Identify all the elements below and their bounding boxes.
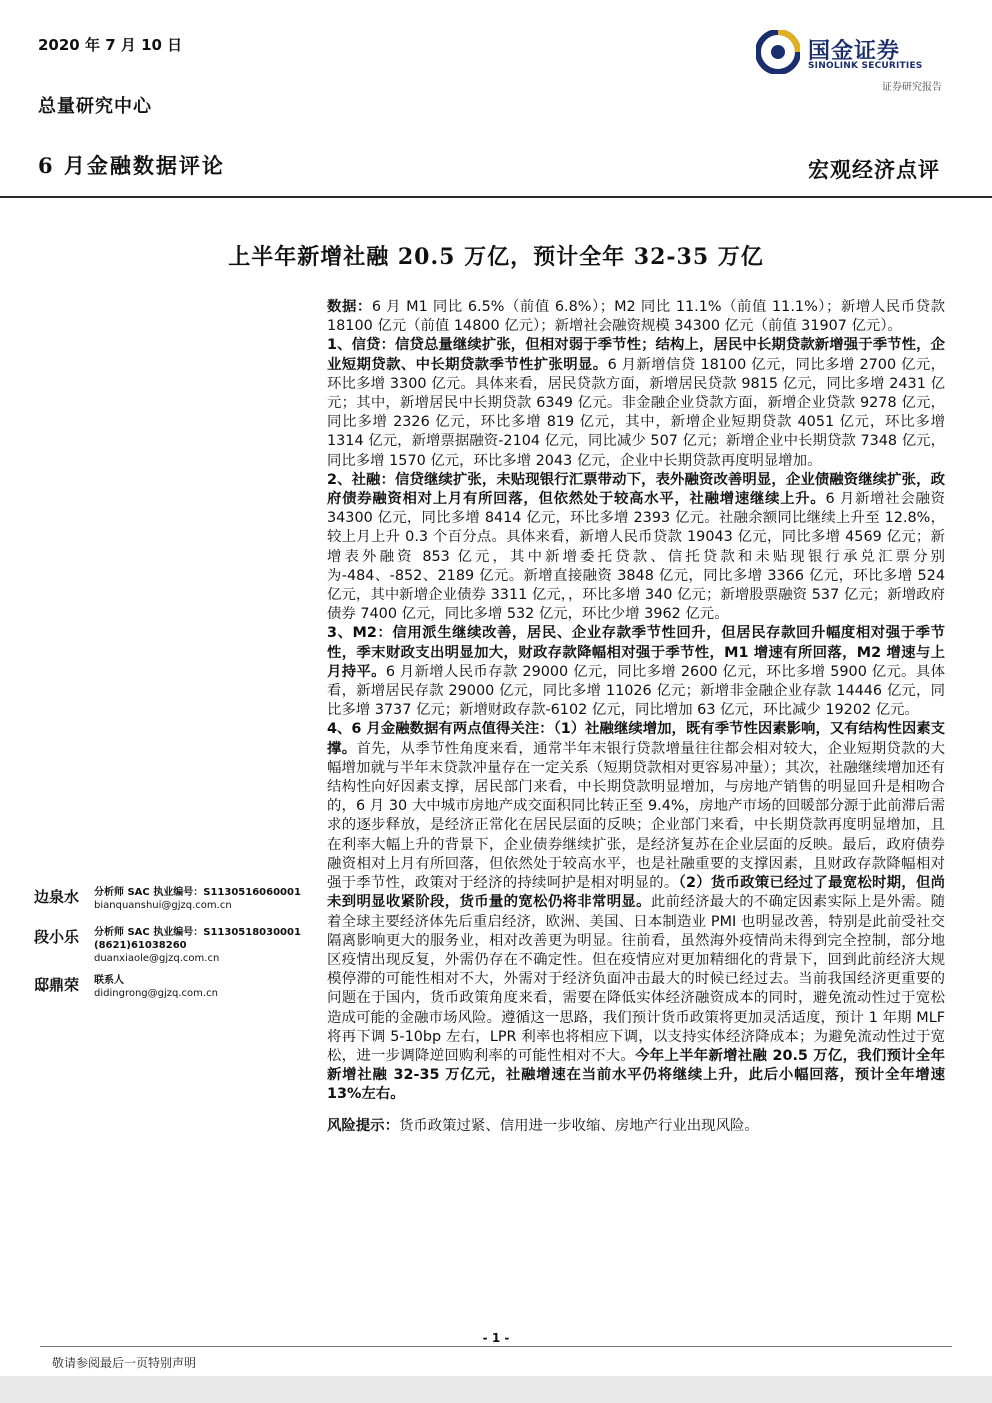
analyst-card xyxy=(34,974,314,1000)
highlights-text-2: 此前经济最大的不确定因素实际上是外需。随着全球主要经济体先后重启经济，欧洲、美国、日本制造业 PMI 也明显改善，特别是此前受社交隔离影响更大的服务业，相对改善更为明显。往前看，虽然海外疫情尚未得到完全控制，部分地区疫情出现反复，外需仍存在不确定性。但在疫情应对更加精细化的背景下，回到此前经济大规模停滞的可能性相对不大，外需对于经济负面冲击最大的时候已经过去。当前我国经济更重要的问题在于国内，货币政策角度来看，需要在降低实体经济融资成本的同时，避免流动性过于宽松造成可能的金融市场风险。遵循这一思路，我们预计货币政策将更加灵活适度，预计 1 年期 MLF 将再下调 5-10bp 左右，LPR 利率也将相应下调，以支持实体经济降成本；为避免流动性过于宽松，进一步调降逆回购利率的可能性相对不大。 xyxy=(327,894,945,1064)
report-date: 2020 年 7 月 10 日 xyxy=(38,36,183,54)
page-number: - 1 - xyxy=(482,1331,510,1345)
analyst-email[interactable]: duanxiaole@gjzq.com.cn xyxy=(94,953,220,964)
highlights-conclusion: 今年上半年新增社融 20.5 万亿，我们预计全年新增社融 32-35 万亿元，社融增速在当前水平仍将继续上升，此后小幅回落，预计全年增速 13%左右。 xyxy=(327,1047,945,1103)
social-financing-summary: 2、社融：信贷继续扩张，未贴现银行汇票带动下，表外融资改善明显，企业债融资继续扩张，政府债券融资相对上月有所回落，但依然处于较高水平，社融增速继续上升。 xyxy=(327,471,945,508)
footer-band xyxy=(0,1376,992,1403)
credit-summary: 1、信贷：信贷总量继续扩张，但相对弱于季节性；结构上，居民中长期贷款新增强于季节性，企业短期贷款、中长期贷款季节性扩张明显。 xyxy=(327,337,945,373)
m2-summary: 3、M2：信用派生继续改善，居民、企业存款季节性回升，但居民存款回升幅度相对强于季节性，季末财政支出明显加大，财政存款降幅相对强于季节性，M1 增速有所回落，M2 增速与上月持平。 xyxy=(327,625,945,680)
risk-label: 风险提示： xyxy=(327,1117,399,1134)
logo-tagline: 证券研究报告 xyxy=(882,82,942,93)
data-label: 数据： xyxy=(327,299,372,315)
report-title: 6 月金融数据评论 xyxy=(38,153,225,178)
highlights-point-1: 4、6 月金融数据有两点值得关注：（1）社融继续增加，既有季节性因素影响，又有结构性因素支撑。 xyxy=(327,721,945,757)
paragraph-m2 xyxy=(327,624,945,720)
report-body xyxy=(327,298,945,1136)
header-divider xyxy=(0,196,992,198)
analyst-email[interactable]: bianquanshui@gjzq.com.cn xyxy=(94,900,232,911)
analyst-list xyxy=(34,886,314,1009)
footer-disclaimer: 敬请参阅最后一页特别声明 xyxy=(52,1356,197,1370)
data-text: 6 月 M1 同比 6.5%（前值 6.8%）；M2 同比 11.1%（前值 11.1%）；新增人民币贷款 18100 亿元（前值 14800 亿元）；新增社会融资规模 34300 亿元（前值 31907 亿元）。 xyxy=(327,299,945,335)
paragraph-data xyxy=(327,298,945,336)
logo-name-en: SINOLINK SECURITIES xyxy=(808,61,923,71)
social-financing-text: 6 月新增社会融资 34300 亿元，同比多增 8414 亿元，环比多增 2393 亿元。社融余额同比继续上升至 12.8%，较上月上升 0.3 个百分点。具体来看，新增人民币贷款 19043 亿元，同比多增 4569 亿元；新增表外融资 853 亿元，其中新增委托贷款、信托贷款和未贴现银行承兑汇票分别为-484、-852、2189 亿元。新增直接融资 3848 亿元，同比多增 3366 亿元，环比多增 524 亿元，其中新增企业债券 3311 亿元，，环比多增 340 亿元；新增股票融资 537 亿元；新增政府债券 7400 亿元，同比多增 532 亿元，环比少增 3962 亿元。 xyxy=(327,491,945,623)
paragraph-risk xyxy=(327,1117,945,1136)
analyst-card xyxy=(34,886,314,912)
logo-name-cn: 国金证券 xyxy=(808,39,901,64)
analyst-name: 段小乐 xyxy=(34,928,80,946)
company-logo xyxy=(756,30,946,93)
paragraph-highlights xyxy=(327,720,945,1104)
footer-divider xyxy=(40,1346,952,1347)
analyst-role: 联系人 xyxy=(94,975,124,986)
analyst-phone: (8621)61038260 xyxy=(94,940,187,951)
department-name: 总量研究中心 xyxy=(38,96,152,117)
analyst-role: 分析师 SAC 执业编号：S1130518030001 xyxy=(94,927,301,938)
analyst-email[interactable]: didingrong@gjzq.com.cn xyxy=(94,988,218,999)
m2-text: 6 月新增人民币存款 29000 亿元，同比多增 2600 亿元，环比多增 5900 亿元。具体看，新增居民存款 29000 亿元，同比多增 11026 亿元；新增非金融企业存款 14446 亿元，同比多增 3737 亿元；新增财政存款-6102 亿元，同比增加 63 亿元，环比减少 19202 亿元。 xyxy=(327,663,945,719)
analyst-name: 边泉水 xyxy=(34,888,80,906)
report-category: 宏观经济点评 xyxy=(808,157,940,182)
credit-text: 6 月新增信贷 18100 亿元，同比多增 2700 亿元，环比多增 3300 亿元。具体来看，居民贷款方面，新增居民贷款 9815 亿元，同比多增 2431 亿元；其中，新增居民中长期贷款 6349 亿元。非金融企业贷款方面，新增企业贷款 9278 亿元，同比多增 2326 亿元，环比多增 819 亿元，其中，新增企业短期贷款 4051 亿元，环比多增 1314 亿元，新增票据融资-2104 亿元，同比减少 507 亿元；新增企业中长期贷款 7348 亿元，同比多增 1570 亿元，环比多增 2043 亿元，企业中长期贷款再度明显增加。 xyxy=(327,356,945,469)
highlights-point-2: （2）货币政策已经过了最宽松时期，但尚未到明显收紧阶段，货币量的宽松仍将非常明显。 xyxy=(327,875,945,911)
paragraph-credit xyxy=(327,336,945,470)
headline: 上半年新增社融 20.5 万亿，预计全年 32-35 万亿 xyxy=(228,244,764,270)
highlights-text-1: 首先，从季节性角度来看，通常半年末银行贷款增量往往都会相对较大，企业短期贷款的大幅增加就与半年末贷款冲量存在一定关系（短期贷款相对更容易冲量）；其次，社融继续增加还有结构性向好因素支撑，居民部门来看，中长期贷款明显增加，与房地产销售的明显回升是相吻合的，6 月 30 大中城市房地产成交面积同比转正至 9.4%，房地产市场的回暖部分源于此前滞后需求的逐步释放，是经济正常化在居民层面的反映；企业部门来看，中长期贷款再度明显增加，且在利率大幅上升的背景下，企业债券继续扩张，是经济复苏在企业层面的反映。最后，政府债券融资相对上月有所回落，但依然处于较高水平，也是社融重要的支撑因素，且财政存款降幅相对强于季节性，政策对于经济的持续呵护是相对明显的。 xyxy=(327,740,945,892)
analyst-card xyxy=(34,926,314,965)
analyst-name: 邸鼎荣 xyxy=(34,976,80,994)
risk-text: 货币政策过紧、信用进一步收缩、房地产行业出现风险。 xyxy=(398,1117,759,1134)
analyst-role: 分析师 SAC 执业编号：S1130516060001 xyxy=(94,887,301,898)
paragraph-social-financing xyxy=(327,471,945,625)
sinolink-logo-icon xyxy=(756,30,800,74)
